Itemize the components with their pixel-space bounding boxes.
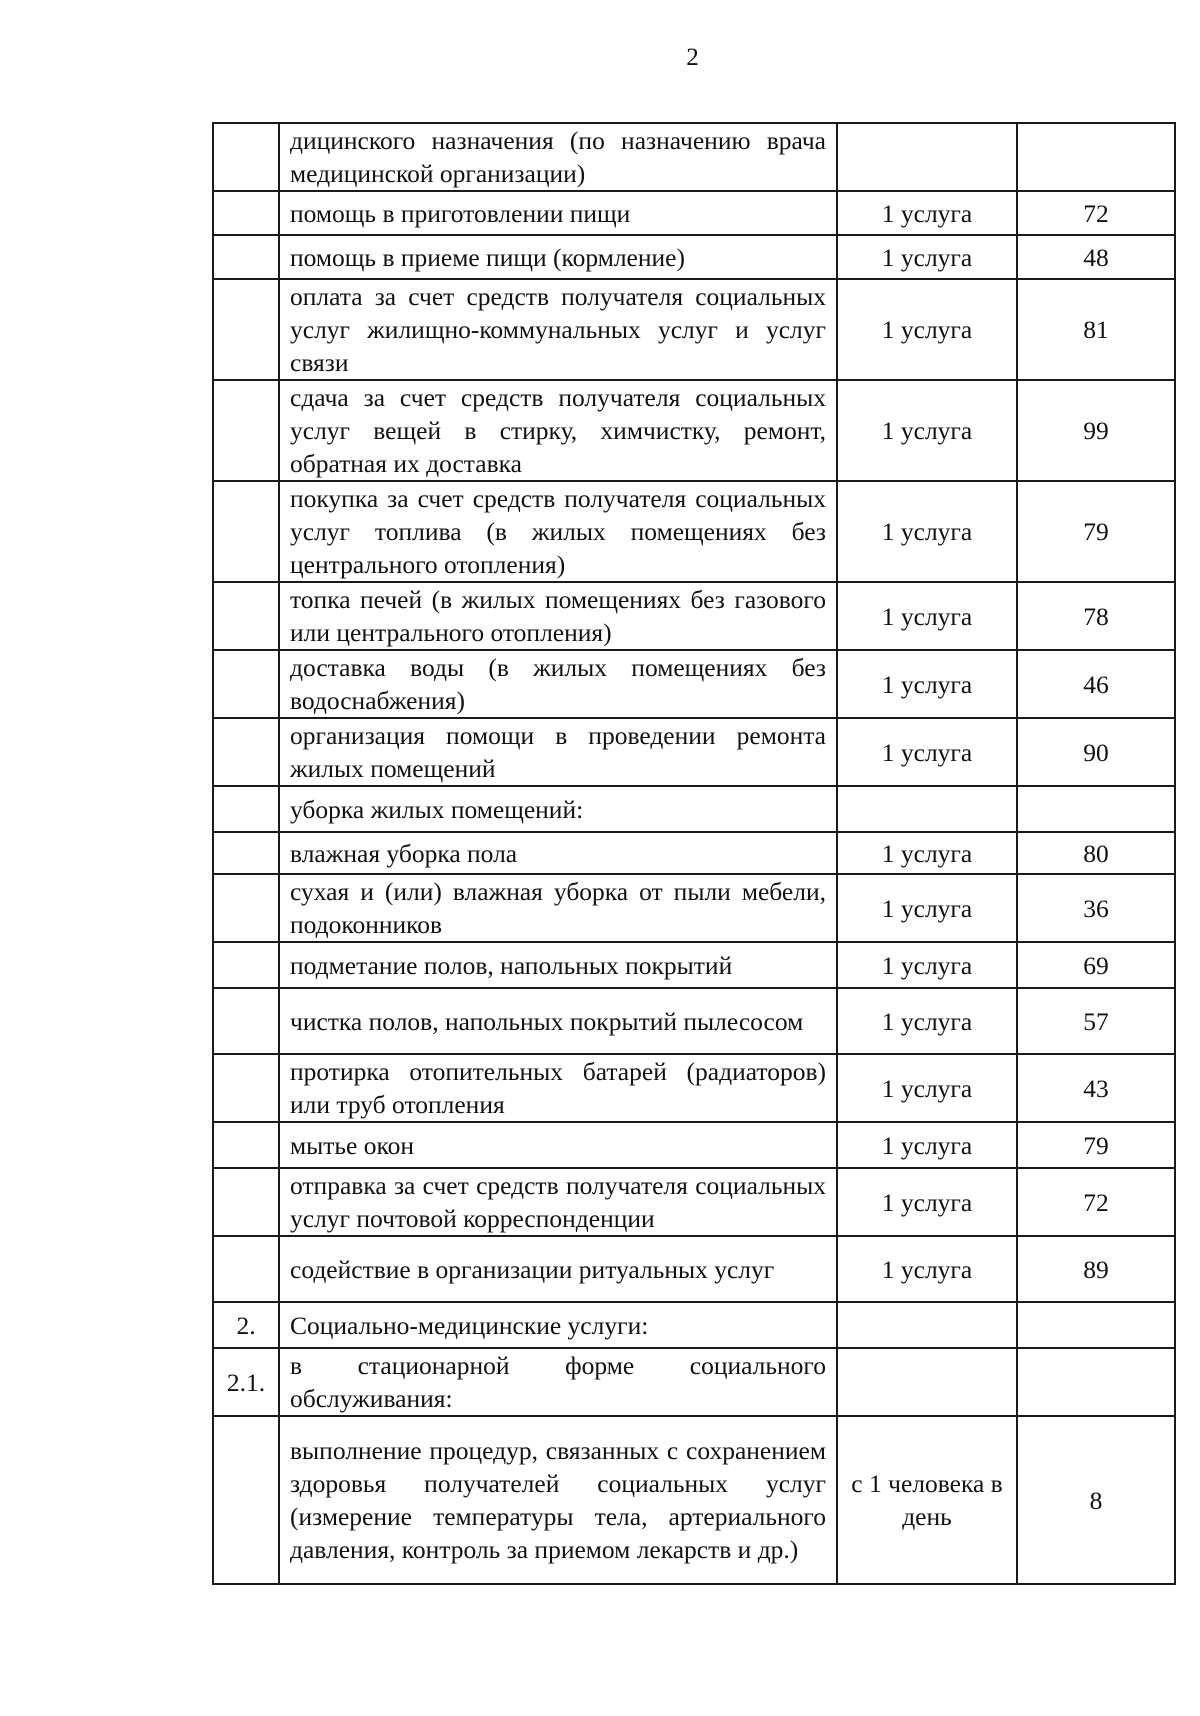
service-name-cell: протирка отопительных батарей (радиаторов) или труб отопления bbox=[279, 1054, 837, 1122]
table-row bbox=[213, 942, 1175, 988]
table-row bbox=[213, 279, 1175, 380]
service-name-cell: чистка полов, напольных покрытий пылесосом bbox=[279, 988, 837, 1054]
service-name-cell: сухая и (или) влажная уборка от пыли мебели, подоконников bbox=[279, 874, 837, 942]
services-tariff-table bbox=[212, 122, 1176, 1585]
price-cell: 36 bbox=[1017, 874, 1175, 942]
row-number-cell bbox=[213, 582, 279, 650]
unit-cell: 1 услуга bbox=[837, 1122, 1017, 1168]
price-cell: 48 bbox=[1017, 235, 1175, 279]
row-number-cell bbox=[213, 786, 279, 832]
row-number-cell bbox=[213, 832, 279, 874]
price-cell: 72 bbox=[1017, 1168, 1175, 1236]
table-row bbox=[213, 1054, 1175, 1122]
unit-cell: 1 услуга bbox=[837, 1054, 1017, 1122]
service-name-cell: доставка воды (в жилых помещениях без водоснабжения) bbox=[279, 650, 837, 718]
price-cell: 89 bbox=[1017, 1236, 1175, 1302]
price-cell: 99 bbox=[1017, 380, 1175, 481]
row-number-cell bbox=[213, 874, 279, 942]
row-number-cell bbox=[213, 235, 279, 279]
row-number-cell bbox=[213, 1168, 279, 1236]
service-name-cell: Социально-медицинские услуги: bbox=[279, 1302, 837, 1348]
unit-cell: 1 услуга bbox=[837, 235, 1017, 279]
table-row bbox=[213, 1302, 1175, 1348]
price-cell bbox=[1017, 1348, 1175, 1416]
service-name-cell: помощь в приготовлении пищи bbox=[279, 191, 837, 235]
table-row bbox=[213, 123, 1175, 191]
table-row bbox=[213, 380, 1175, 481]
table-row bbox=[213, 191, 1175, 235]
row-number-cell bbox=[213, 123, 279, 191]
service-name-cell: содействие в организации ритуальных услуг bbox=[279, 1236, 837, 1302]
table-row bbox=[213, 874, 1175, 942]
unit-cell: 1 услуга bbox=[837, 1168, 1017, 1236]
row-number-cell: 2.1. bbox=[213, 1348, 279, 1416]
row-number-cell bbox=[213, 942, 279, 988]
row-number-cell bbox=[213, 1054, 279, 1122]
unit-cell bbox=[837, 123, 1017, 191]
service-name-cell: дицинского назначения (по назначению врача медицинской организации) bbox=[279, 123, 837, 191]
table-row bbox=[213, 1122, 1175, 1168]
service-name-cell: оплата за счет средств получателя социальных услуг жилищно-коммунальных услуг и услуг связи bbox=[279, 279, 837, 380]
price-cell: 80 bbox=[1017, 832, 1175, 874]
unit-cell bbox=[837, 1302, 1017, 1348]
price-cell bbox=[1017, 123, 1175, 191]
unit-cell: с 1 человека в день bbox=[837, 1416, 1017, 1584]
row-number-cell bbox=[213, 718, 279, 786]
service-name-cell: топка печей (в жилых помещениях без газового или центрального отопления) bbox=[279, 582, 837, 650]
price-cell bbox=[1017, 786, 1175, 832]
service-name-cell: покупка за счет средств получателя социальных услуг топлива (в жилых помещениях без центрального отопления) bbox=[279, 481, 837, 582]
row-number-cell bbox=[213, 191, 279, 235]
price-cell: 78 bbox=[1017, 582, 1175, 650]
row-number-cell bbox=[213, 380, 279, 481]
unit-cell bbox=[837, 1348, 1017, 1416]
row-number-cell bbox=[213, 650, 279, 718]
table-row bbox=[213, 1416, 1175, 1584]
unit-cell: 1 услуга bbox=[837, 279, 1017, 380]
price-cell: 90 bbox=[1017, 718, 1175, 786]
unit-cell: 1 услуга bbox=[837, 988, 1017, 1054]
price-cell: 79 bbox=[1017, 1122, 1175, 1168]
row-number-cell: 2. bbox=[213, 1302, 279, 1348]
row-number-cell bbox=[213, 279, 279, 380]
row-number-cell bbox=[213, 1236, 279, 1302]
row-number-cell bbox=[213, 1122, 279, 1168]
service-name-cell: уборка жилых помещений: bbox=[279, 786, 837, 832]
service-name-cell: подметание полов, напольных покрытий bbox=[279, 942, 837, 988]
unit-cell: 1 услуга bbox=[837, 874, 1017, 942]
price-cell bbox=[1017, 1302, 1175, 1348]
row-number-cell bbox=[213, 988, 279, 1054]
price-cell: 81 bbox=[1017, 279, 1175, 380]
table-row bbox=[213, 1348, 1175, 1416]
table-row bbox=[213, 718, 1175, 786]
service-name-cell: отправка за счет средств получателя социальных услуг почтовой корреспонденции bbox=[279, 1168, 837, 1236]
service-name-cell: организация помощи в проведении ремонта жилых помещений bbox=[279, 718, 837, 786]
service-name-cell: выполнение процедур, связанных с сохранением здоровья получателей социальных услуг (измерение температуры тела, артериального давления, контроль за приемом лекарств и др.) bbox=[279, 1416, 837, 1584]
price-cell: 8 bbox=[1017, 1416, 1175, 1584]
table-row bbox=[213, 235, 1175, 279]
price-cell: 72 bbox=[1017, 191, 1175, 235]
service-name-cell: помощь в приеме пищи (кормление) bbox=[279, 235, 837, 279]
unit-cell: 1 услуга bbox=[837, 942, 1017, 988]
unit-cell: 1 услуга bbox=[837, 380, 1017, 481]
unit-cell bbox=[837, 786, 1017, 832]
service-name-cell: в стационарной форме социального обслуживания: bbox=[279, 1348, 837, 1416]
table-row bbox=[213, 582, 1175, 650]
unit-cell: 1 услуга bbox=[837, 718, 1017, 786]
unit-cell: 1 услуга bbox=[837, 650, 1017, 718]
unit-cell: 1 услуга bbox=[837, 481, 1017, 582]
price-cell: 43 bbox=[1017, 1054, 1175, 1122]
service-name-cell: сдача за счет средств получателя социальных услуг вещей в стирку, химчистку, ремонт, обратная их доставка bbox=[279, 380, 837, 481]
service-name-cell: мытье окон bbox=[279, 1122, 837, 1168]
price-cell: 79 bbox=[1017, 481, 1175, 582]
price-cell: 46 bbox=[1017, 650, 1175, 718]
page-number: 2 bbox=[686, 44, 699, 71]
unit-cell: 1 услуга bbox=[837, 832, 1017, 874]
table-row bbox=[213, 481, 1175, 582]
table-row bbox=[213, 1168, 1175, 1236]
unit-cell: 1 услуга bbox=[837, 191, 1017, 235]
price-cell: 57 bbox=[1017, 988, 1175, 1054]
table-row bbox=[213, 1236, 1175, 1302]
price-cell: 69 bbox=[1017, 942, 1175, 988]
table-row bbox=[213, 832, 1175, 874]
unit-cell: 1 услуга bbox=[837, 1236, 1017, 1302]
table-body bbox=[213, 123, 1175, 1584]
table-row bbox=[213, 988, 1175, 1054]
row-number-cell bbox=[213, 1416, 279, 1584]
unit-cell: 1 услуга bbox=[837, 582, 1017, 650]
table-row bbox=[213, 786, 1175, 832]
service-name-cell: влажная уборка пола bbox=[279, 832, 837, 874]
table-row bbox=[213, 650, 1175, 718]
row-number-cell bbox=[213, 481, 279, 582]
